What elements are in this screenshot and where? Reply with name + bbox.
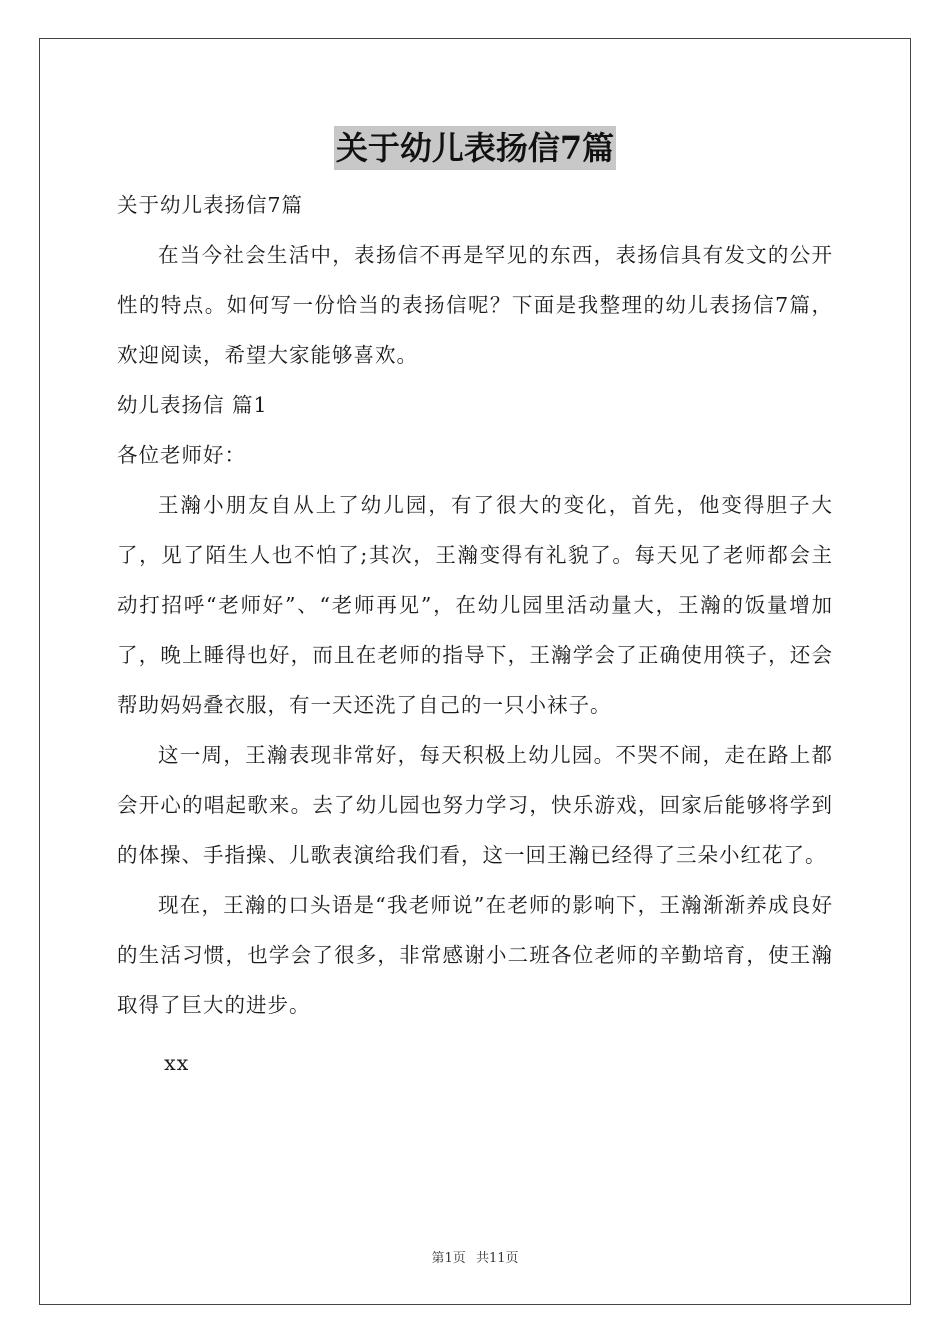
document-title: 关于幼儿表扬信7篇 (334, 126, 616, 170)
page-number: 第1页 (431, 1251, 466, 1266)
body-paragraph: 这一周，王瀚表现非常好，每天积极上幼儿园。不哭不闹，走在路上都会开心的唱起歌来。去了幼儿园也努力学习，快乐游戏，回家后能够将学到的体操、手指操、儿歌表演给我们看，这一回王瀚已经得了三朵小红花了。 (117, 743, 833, 867)
body-paragraph: 现在，王瀚的口头语是“我老师说”在老师的影响下，王瀚渐渐养成良好的生活习惯，也学会了很多，非常感谢小二班各位老师的辛勤培育，使王瀚取得了巨大的进步。 (117, 893, 833, 1017)
body-paragraph: 王瀚小朋友自从上了幼儿园，有了很大的变化，首先，他变得胆子大了，见了陌生人也不怕了;其次，王瀚变得有礼貌了。每天见了老师都会主动打招呼“老师好”、“老师再见”，在幼儿园里活动量大，王瀚的饭量增加了，晚上睡得也好，而且在老师的指导下，王瀚学会了正确使用筷子，还会帮助妈妈叠衣服，有一天还洗了自己的一只小袜子。 (117, 493, 833, 717)
section-heading: 幼儿表扬信 篇1 (117, 393, 268, 417)
page-footer (0, 1247, 950, 1266)
title-container (0, 126, 950, 170)
document-body (117, 180, 833, 1088)
intro-paragraph: 在当今社会生活中，表扬信不再是罕见的东西，表扬信具有发文的公开性的特点。如何写一份恰当的表扬信呢？下面是我整理的幼儿表扬信7篇，欢迎阅读，希望大家能够喜欢。 (117, 243, 833, 367)
page-total: 共11页 (475, 1251, 519, 1266)
signature: xx (164, 1051, 190, 1075)
subtitle-line: 关于幼儿表扬信7篇 (117, 193, 304, 217)
salutation: 各位老师好： (117, 443, 246, 467)
